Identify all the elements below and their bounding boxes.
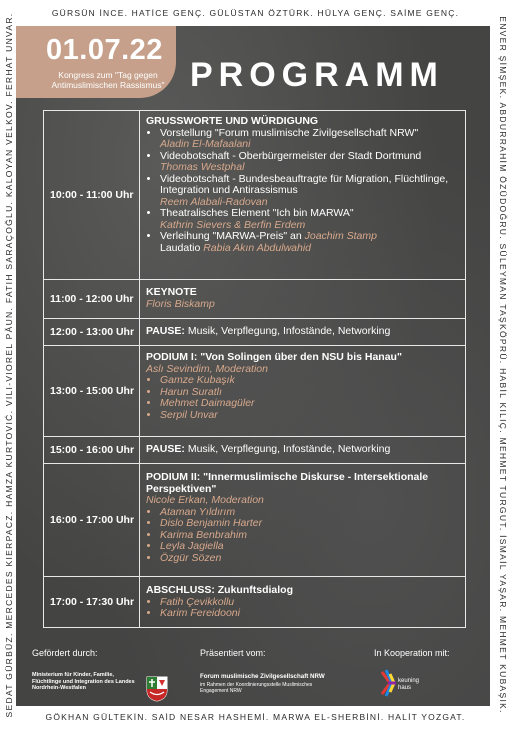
event-date: 01.07.22 xyxy=(46,34,163,66)
speaker: Aladin El-Mafaalani xyxy=(160,138,251,150)
schedule-row xyxy=(44,280,465,319)
section-heading: PAUSE: xyxy=(146,443,185,456)
participant: • Gamze Kubaşık xyxy=(160,375,459,387)
schedule-row xyxy=(44,319,465,346)
page-title: PROGRAMM xyxy=(190,56,444,94)
section-heading: PODIUM I: "Von Solingen über den NSU bis Hanau" xyxy=(146,351,402,363)
participant: • Karim Fereidooni xyxy=(160,608,459,620)
speaker: Thomas Westphal xyxy=(160,161,245,173)
schedule-row xyxy=(44,464,465,577)
names-right-text: ENVER ŞİMŞEK. ABDURRAHİM ÖZÜDOĞRU. SÜLEYMAN TAŞKÖPRÜ. HABİL KILIÇ. MEHMET TURGUT. İSMAİL YAŞAR. MEHMET KUBAŞIK. xyxy=(498,16,508,714)
congress-subtitle: Kongress zum "Tag gegen Antimuslimischen Rassismus" xyxy=(51,70,165,90)
moderation: Nicole Erkan, Moderation xyxy=(146,494,264,506)
participant: • Ataman Yıldırım xyxy=(160,507,459,519)
time-cell: 10:00 - 11:00 Uhr xyxy=(44,111,140,279)
schedule-row xyxy=(44,111,465,280)
list-item: • Verleihung "MARWA-Preis" an Joachim Stamp Laudatio Rabia Akın Abdulwahid xyxy=(160,231,459,254)
date-badge xyxy=(16,26,176,98)
list-item: • Theatralisches Element "Ich bin MARWA" Kathrin Sievers & Berfin Erdem xyxy=(160,208,459,231)
content-cell xyxy=(140,111,465,279)
speaker: Rabia Akın Abdulwahid xyxy=(203,241,312,254)
names-bottom: GÖKHAN GÜLTEKİN. SAİD NESAR HASHEMİ. MARWA EL-SHERBİNİ. HALİT YOZGAT. xyxy=(45,712,466,722)
time-cell: 15:00 - 16:00 Uhr xyxy=(44,437,140,463)
cooperation-label: In Kooperation mit: xyxy=(374,648,450,658)
content-cell xyxy=(140,280,465,318)
forum-subtitle: im Rahmen der Koordinierungsstelle Muslimisches Engagement NRW xyxy=(200,682,313,694)
pause-text: Musik, Verpflegung, Infostände, Networking xyxy=(187,443,391,456)
content-cell xyxy=(140,577,465,627)
participant: • Karima Benbrahim xyxy=(160,530,459,542)
speaker: Kathrin Sievers & Berfin Erdem xyxy=(160,218,306,231)
speaker: Reem Alabali-Radovan xyxy=(160,195,268,208)
content-cell xyxy=(140,319,465,345)
names-left-text: SEDAT GÜRBÜZ. MERCEDES KIERPACZ. HAMZA KURTOVIĆ. VILI-VIOREL PĂUN. FATIH SARAÇOĞLU. KALOYAN VELKOV. FERHAT UNVAR. xyxy=(4,12,14,718)
content-cell xyxy=(140,437,465,463)
participant: • Leyla Jagiella xyxy=(160,541,459,553)
participant: • Dislo Benjamin Harter xyxy=(160,518,459,530)
list-item: • Videobotschaft - Bundesbeauftragte für Migration, Flüchtlinge, Integration und Antirassismus Reem Alabali-Radovan xyxy=(160,174,459,209)
section-heading: ABSCHLUSS: Zukunftsdialog xyxy=(146,584,293,596)
list-item: • Vorstellung "Forum muslimische Zivilgesellschaft NRW" Aladin El-Mafaalani xyxy=(160,128,459,151)
participant: • Fatih Çevikkollu xyxy=(160,597,459,609)
participant: • Özgür Sözen xyxy=(160,553,459,565)
time-cell: 12:00 - 13:00 Uhr xyxy=(44,319,140,345)
time-cell: 17:00 - 17:30 Uhr xyxy=(44,577,140,627)
time-cell: 11:00 - 12:00 Uhr xyxy=(44,280,140,318)
schedule-row xyxy=(44,346,465,437)
ministry-name: Ministerium für Kinder, Familie, Flüchtlinge und Integration des Landes Nordrhein-Westfalen xyxy=(32,672,135,691)
section-heading: PAUSE: xyxy=(146,325,185,338)
content-cell xyxy=(140,464,465,576)
pause-text: Musik, Verpflegung, Infostände, Networking xyxy=(187,325,391,338)
footer xyxy=(16,640,490,706)
time-cell: 16:00 - 17:00 Uhr xyxy=(44,464,140,576)
participant: • Mehmet Daimagüler xyxy=(160,398,459,410)
speaker: Joachim Stamp xyxy=(304,230,377,242)
content-cell xyxy=(140,346,465,436)
poster xyxy=(16,26,490,706)
section-heading: PODIUM II: "Innermuslimische Diskurse - Intersektionale Perspektiven" xyxy=(146,471,429,495)
section-heading: GRUSSWORTE UND WÜRDIGUNG xyxy=(146,115,319,127)
forum-name: Forum muslimische Zivilgesellschaft NRW xyxy=(200,673,325,680)
names-top: GÜRSÜN İNCE. HATİCE GENÇ. GÜLÜSTAN ÖZTÜRK. HÜLYA GENÇ. SAİME GENÇ. xyxy=(51,8,460,18)
nrw-coat-of-arms-icon xyxy=(146,676,168,702)
list-item: • Videobotschaft - Oberbürgermeister der Stadt Dortmund Thomas Westphal xyxy=(160,151,459,174)
section-heading: KEYNOTE xyxy=(146,286,197,298)
keuning-haus-text: keuning haus xyxy=(398,678,420,691)
presented-label: Präsentiert vom: xyxy=(200,648,266,658)
moderation: Aslı Sevindim, Moderation xyxy=(146,362,268,375)
participant: • Serpil Unvar xyxy=(160,410,459,422)
schedule-row xyxy=(44,577,465,627)
schedule-table xyxy=(43,110,466,628)
funded-label: Gefördert durch: xyxy=(32,648,98,658)
participant: • Harun Suratlı xyxy=(160,387,459,399)
schedule-row xyxy=(44,437,465,464)
speaker: Floris Biskamp xyxy=(146,297,215,310)
time-cell: 13:00 - 15:00 Uhr xyxy=(44,346,140,436)
